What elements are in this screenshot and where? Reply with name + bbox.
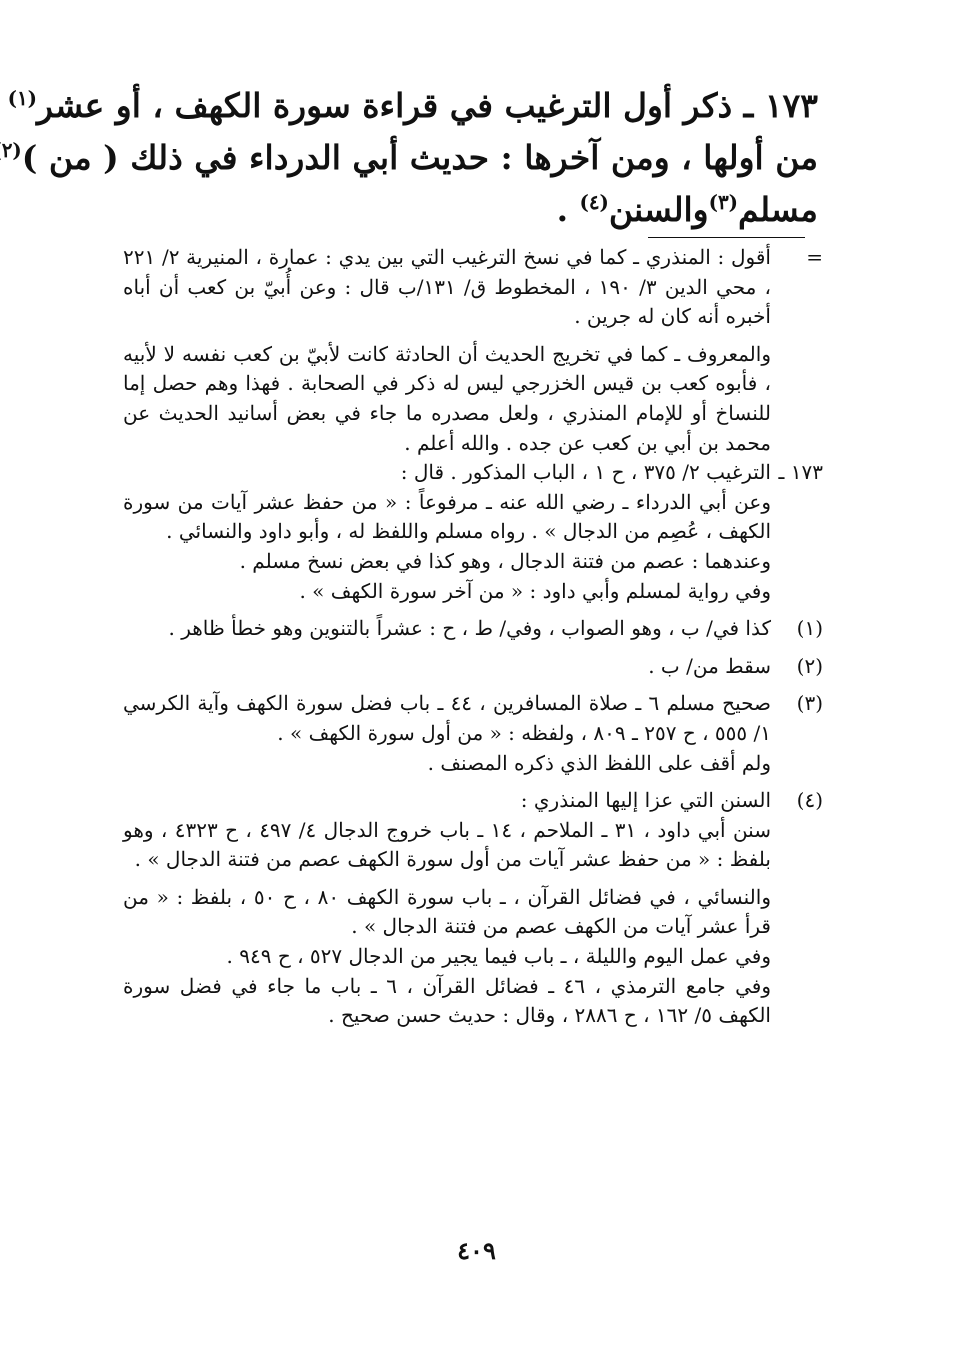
footnote-ref-4: (٤) — [579, 190, 609, 214]
note-paragraph: والمعروف ـ كما في تخريج الحديث أن الحادثة كانت لأبيّ بن كعب نفسه لا لأبيه ، فأبوه كعب بن قيس الخزرجي ليس له ذكر في الصحابة . فهذا وهم حصل إما للنساخ أو للإمام المنذري ، ولعل مصدره ما جاء في بعض أسانيد الحديث عن محمد بن أبي بن كعب عن جده . والله أعلم . — [123, 341, 771, 455]
note-173-para-2 — [123, 488, 823, 547]
footnotes-block — [123, 243, 823, 1031]
footnote-text: وفي جامع الترمذي ، ٤٦ ـ فضائل القرآن ، ٦ ـ باب ما جاء في فضل سورة الكهف ٥/ ١٦٢ ، ح ٢٨٨٦ ، وقال : حديث حسن صحيح . — [123, 973, 771, 1028]
footnote-4 — [123, 786, 823, 816]
continued-note-para-2 — [123, 340, 823, 458]
footnote-2 — [123, 652, 823, 682]
footnote-ref-3: (٣) — [708, 190, 738, 214]
footnote-4-para-2 — [123, 816, 823, 875]
note-number: ١٧٣ ـ — [778, 460, 823, 485]
footnote-number: (٣) — [796, 691, 823, 716]
note-173-para-3 — [123, 547, 823, 577]
footnote-text: وفي عمل اليوم والليلة ، ـ باب فيما يجير من الدجال ٥٢٧ ، ح ٩٤٩ . — [226, 944, 771, 969]
chapter-heading — [1, 80, 818, 236]
heading-line-1: ١٧٣ ـ ذكر أول الترغيب في قراءة سورة الكهف ، أو عشر$^{(١)}$ — [7, 86, 818, 125]
footnote-4-para-4 — [123, 942, 823, 972]
footnote-ref-2: (٢ — [1, 138, 22, 162]
note-paragraph: الترغيب ٢/ ٣٧٥ ، ح ١ ، الباب المذكور . قال : — [400, 460, 771, 485]
continued-note — [123, 243, 823, 332]
page-number: ٤٠٩ — [457, 1236, 496, 1265]
footnote-text: السنن التي عزا إليها المنذري : — [520, 788, 771, 813]
note-paragraph: أقول : المنذري ـ كما في نسخ الترغيب التي بين يدي : عمارة ، المنيرية ٢/ ٢٢١ ، محي الدين ٣/ ١٩٠ ، المخطوط ق/ ١٣١/ب قال : وعن أُبيّ بن كعب أن أباه أخبره أنه كان له جرين . — [123, 245, 771, 329]
footnote-4-para-3 — [123, 883, 823, 942]
footnote-text: والنسائي ، في فضائل القرآن ، ـ باب سورة الكهف ٨٠ ، ح ٥٠ ، بلفظ : « من قرأ عشر آيات من الكهف عصم من فتنة الدجال » . — [123, 884, 771, 939]
heading-line-2: من أولها ، ومن آخرها : حديث أبي الدرداء في ذلك ( من )$^{(٢}$ — [128, 132, 818, 184]
footnote-1 — [123, 614, 823, 644]
note-paragraph: وفي رواية لمسلم وأبي داود : « من آخر سورة الكهف » . — [299, 578, 771, 603]
footnote-separator-rule — [648, 237, 805, 238]
note-paragraph: وعندهما : عصم من فتنة الدجال ، وهو كذا في بعض نسخ مسلم . — [239, 548, 771, 573]
note-paragraph: وعن أبي الدرداء ـ رضي الله عنه ـ مرفوعاً : « من حفظ عشر آيات من سورة الكهف ، عُصِم من الدجال » . رواه مسلم واللفظ له ، وأبو داود والنسائي . — [123, 489, 771, 544]
footnote-text: سقط من/ ب . — [648, 653, 771, 678]
footnote-number: (٢) — [796, 653, 823, 678]
continuation-mark: = — [806, 245, 823, 269]
footnote-text: كذا في/ ب ، وهو الصواب ، وفي/ ط ، ح : عشراً بالتنوين وهو خطأ ظاهر . — [168, 616, 771, 641]
footnote-text: ولم أقف على اللفظ الذي ذكره المصنف . — [427, 750, 771, 775]
footnote-number: (١) — [796, 616, 823, 641]
footnote-ref-1: (١) — [7, 86, 37, 110]
footnote-number: (٤) — [796, 788, 823, 813]
footnote-4-para-5 — [123, 972, 823, 1031]
footnote-text: سنن أبي داود ، ٣١ ـ الملاحم ، ١٤ ـ باب خروج الدجال ٤/ ٤٩٧ ، ح ٤٣٢٣ ، وهو بلفظ : « من حفظ عشر آيات من أول سورة الكهف عصم من فتنة الدجال » . — [123, 817, 771, 872]
heading-line-3: مسلم$^{(٣)}$والسنن$^{(٤)}$ . — [556, 190, 818, 229]
note-173 — [123, 458, 823, 488]
footnote-3 — [123, 689, 823, 748]
footnote-3-para-2 — [123, 749, 823, 779]
note-173-para-4 — [123, 577, 823, 607]
footnote-text: صحيح مسلم ٦ ـ صلاة المسافرين ، ٤٤ ـ باب فضل سورة الكهف وآية الكرسي ١/ ٥٥٥ ، ح ٢٥٧ ـ ٨٠٩ ، ولفظه : « من أول سورة الكهف » . — [123, 691, 772, 745]
